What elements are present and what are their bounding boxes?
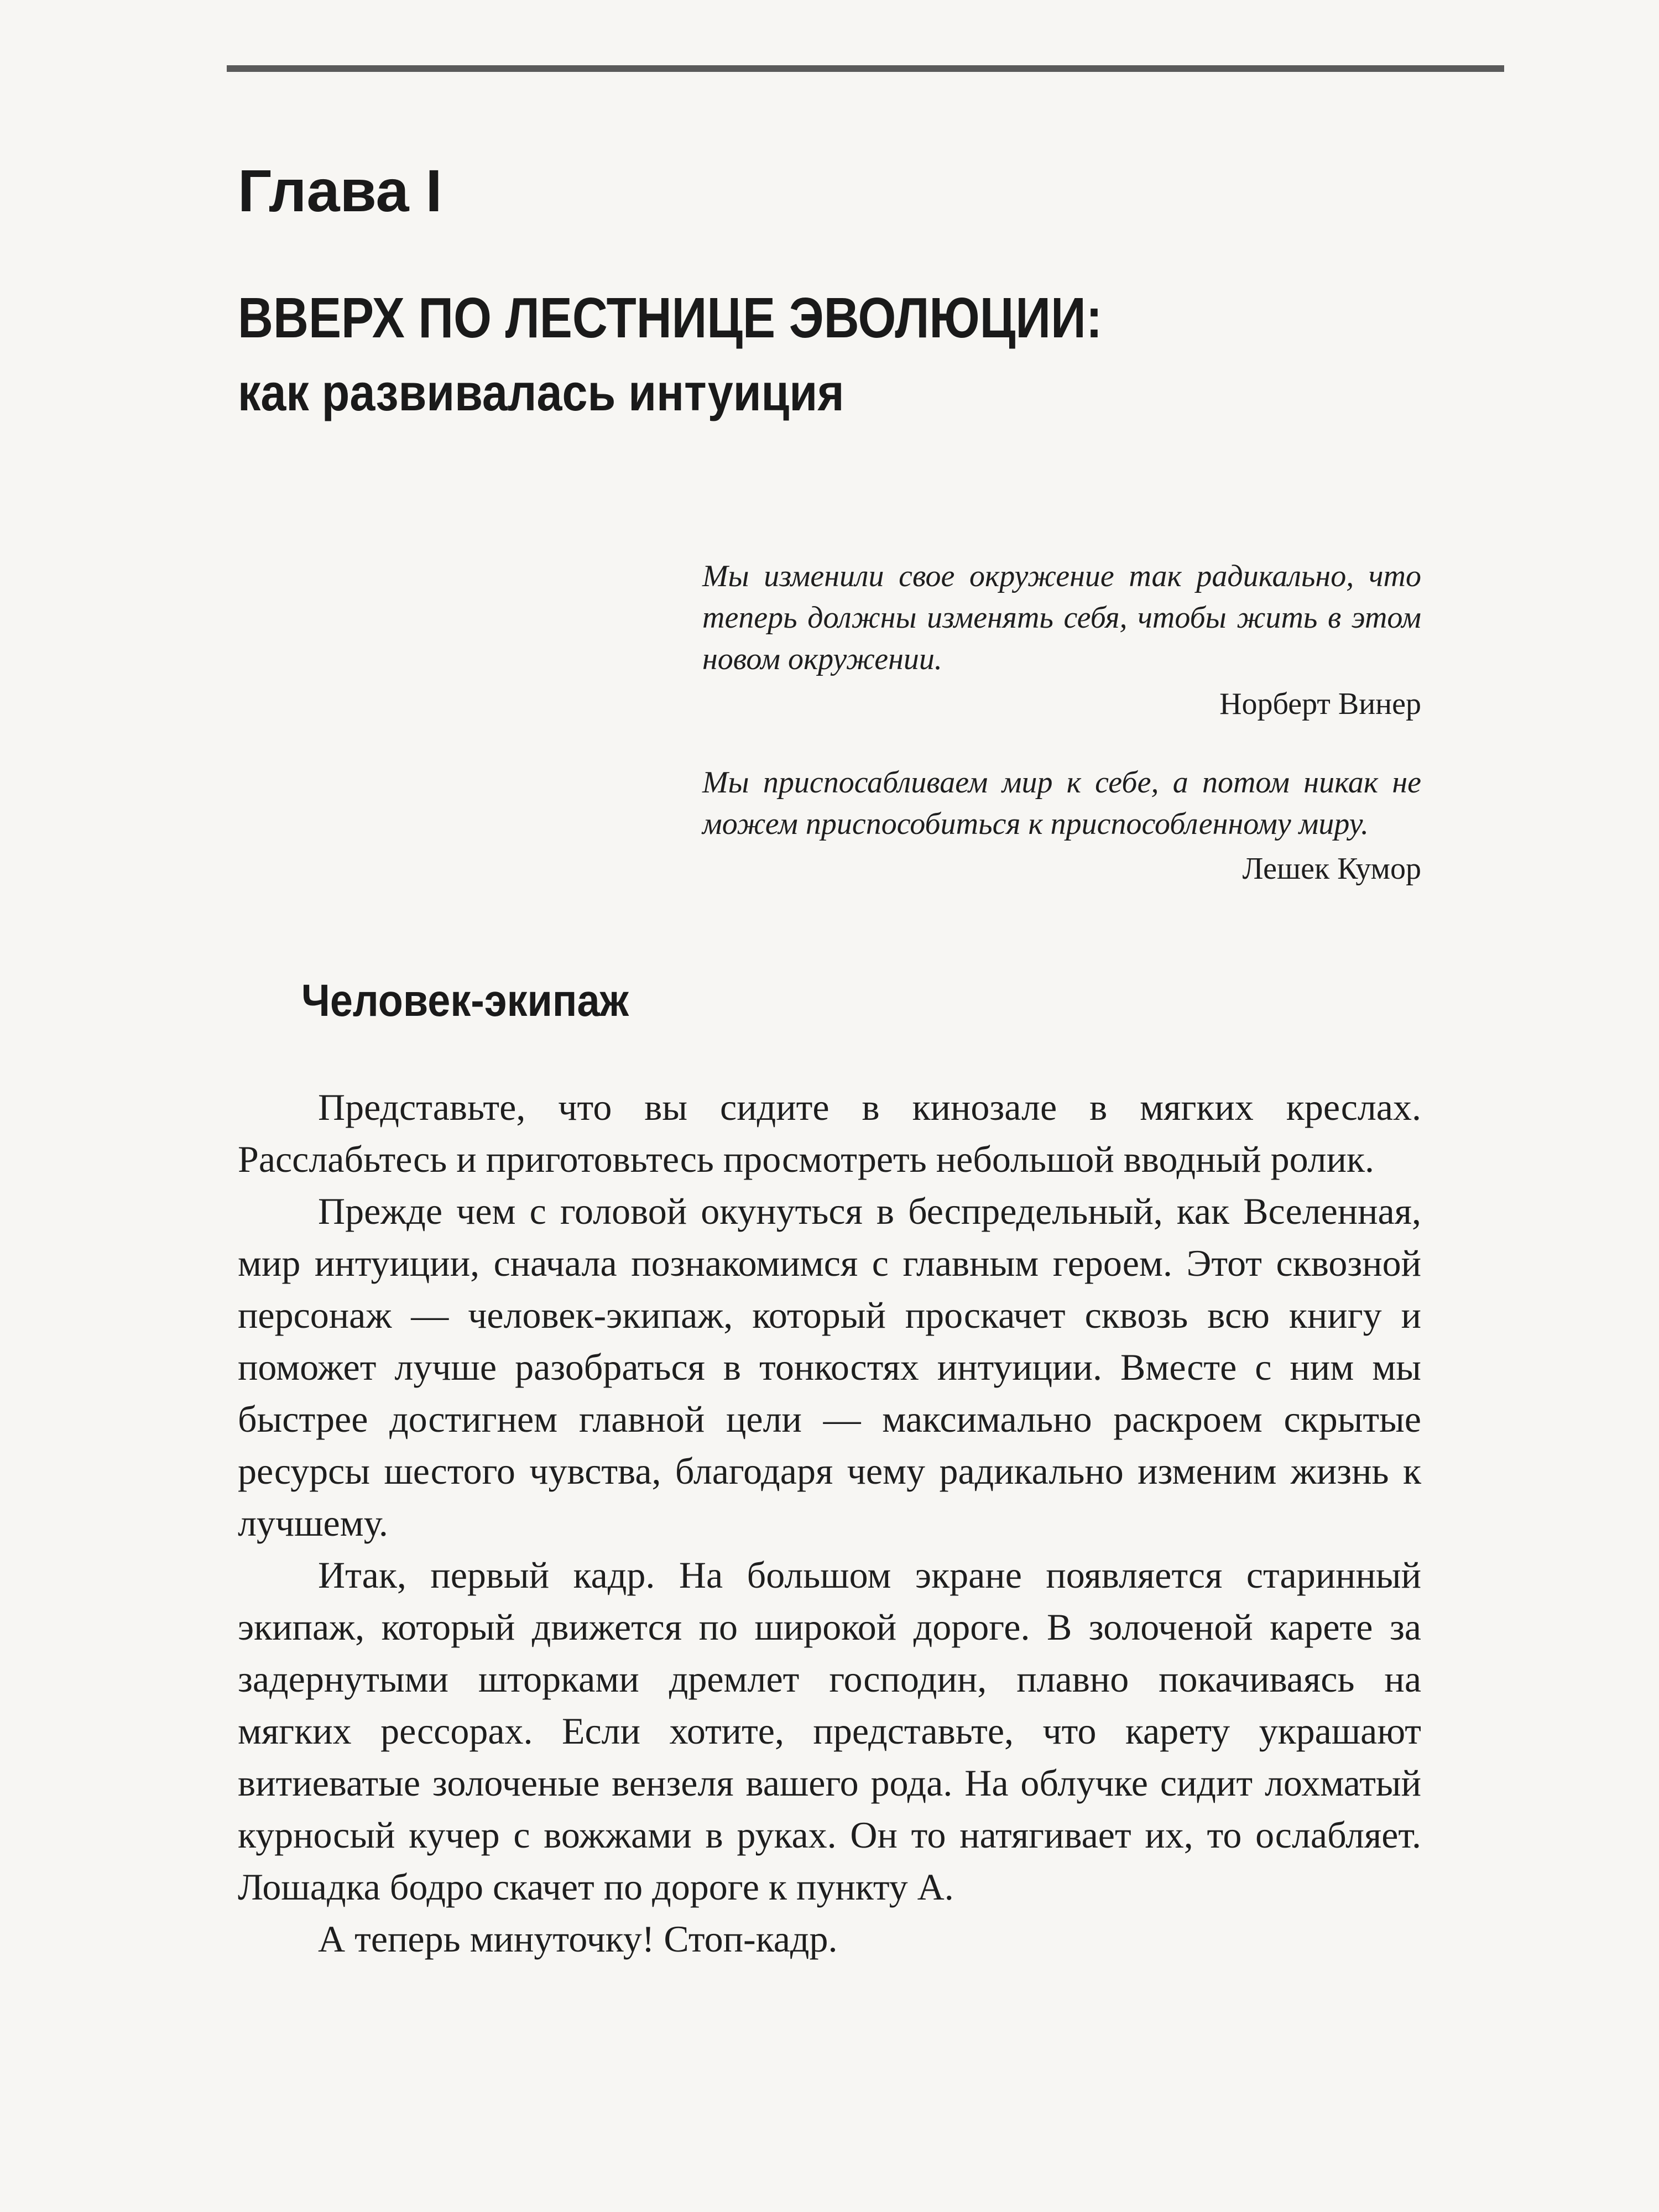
- epigraph-quote: Мы изменили свое окружение так радикально, что теперь должны изменять себя, чтобы жить в этом новом окружении.: [702, 559, 1421, 676]
- paragraph: Итак, первый кадр. На большом экране появляется старинный экипаж, который движется по широкой дороге. В золоченой карете за задернутыми шторками дремлет господин, плавно покачиваясь на мягких рессорах. Если хотите, представьте, что карету украшают витиеватые золоченые вензеля вашего рода. На облучке сидит лохматый курносый кучер с вожжами в руках. Он то натягивает их, то ослабляет. Лошадка бодро скачет по дороге к пункту А.: [238, 1554, 1421, 1908]
- paragraph: Представьте, что вы сидите в кинозале в мягких креслах. Расслабьтесь и приготовьтесь просмотреть небольшой вводный ролик.: [238, 1086, 1421, 1180]
- paragraph: А теперь минуточку! Стоп-кадр.: [318, 1918, 838, 1960]
- body-text: [238, 1081, 1421, 1965]
- header-rule: [227, 65, 1504, 72]
- epigraph-quote: Мы приспосабливаем мир к себе, а потом никак не можем приспособиться к приспособленному миру.: [702, 765, 1421, 841]
- paragraph: Прежде чем с головой окунуться в беспредельный, как Вселенная, мир интуиции, сначала познакомимся с главным героем. Этот сквозной персонаж — человек-экипаж, который проскачет сквозь всю книгу и поможет лучше разобраться в тонкостях интуиции. Вместе с ним мы быстрее достигнем главной цели — максимально раскроем скрытые ресурсы шестого чувства, благодаря чему радикально изменим жизнь к лучшему.: [238, 1190, 1421, 1544]
- chapter-label: Глава I: [238, 157, 442, 224]
- epigraph-author: Лешек Кумор: [1242, 852, 1421, 886]
- chapter-subtitle: как развивалась интуиция: [238, 363, 844, 421]
- epigraph: [702, 556, 1421, 725]
- epigraph: [702, 762, 1421, 890]
- chapter-title: ВВЕРХ ПО ЛЕСТНИЦЕ ЭВОЛЮЦИИ:: [238, 286, 1103, 349]
- epigraph-author: Норберт Винер: [1219, 687, 1421, 721]
- section-heading: Человек-экипаж: [301, 975, 629, 1026]
